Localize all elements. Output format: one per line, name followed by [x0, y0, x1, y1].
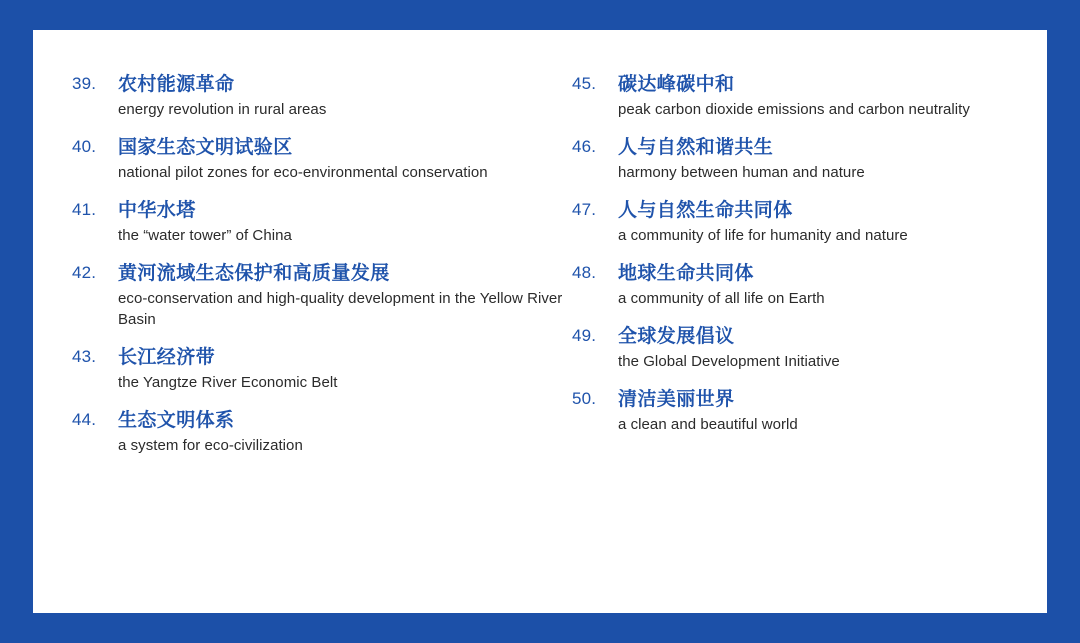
- item-number: 43.: [72, 347, 97, 366]
- list-item: [72, 135, 563, 183]
- item-texts: [618, 387, 1047, 435]
- item-term-zh: 中华水塔: [118, 200, 196, 221]
- item-texts: [618, 72, 1047, 120]
- item-term-zh: 黄河流域生态保护和高质量发展: [118, 263, 390, 284]
- item-term-en: energy revolution in rural areas: [118, 101, 327, 118]
- list-item: [72, 198, 563, 246]
- item-texts: [118, 135, 563, 183]
- glossary-columns: [33, 30, 1047, 613]
- list-item: [72, 345, 563, 393]
- item-term-en: the Yangtze River Economic Belt: [118, 374, 338, 391]
- content-card: [33, 30, 1047, 613]
- item-number: 40.: [72, 137, 97, 156]
- item-texts: [118, 261, 563, 330]
- item-term-en: a system for eco-civilization: [118, 437, 303, 454]
- item-texts: [618, 324, 1047, 372]
- item-texts: [118, 198, 563, 246]
- list-item: [72, 72, 563, 120]
- item-number: 39.: [72, 74, 97, 93]
- item-term-en: harmony between human and nature: [618, 164, 865, 181]
- glossary-column-right: [563, 30, 1047, 613]
- item-number: 47.: [572, 200, 597, 219]
- list-item: [572, 72, 1047, 120]
- list-item: [572, 324, 1047, 372]
- item-term-zh: 长江经济带: [118, 347, 216, 368]
- item-number: 46.: [572, 137, 597, 156]
- item-texts: [618, 261, 1047, 309]
- item-term-zh: 清洁美丽世界: [618, 389, 735, 410]
- item-term-en: a clean and beautiful world: [618, 416, 798, 433]
- item-number: 49.: [572, 326, 597, 345]
- list-item: [572, 387, 1047, 435]
- item-texts: [618, 198, 1047, 246]
- item-term-en: peak carbon dioxide emissions and carbon neutrality: [618, 101, 970, 118]
- item-term-en: the Global Development Initiative: [618, 353, 840, 370]
- item-number: 45.: [572, 74, 597, 93]
- list-item: [572, 135, 1047, 183]
- item-term-en: national pilot zones for eco-environmental conservation: [118, 164, 488, 181]
- item-term-zh: 人与自然生命共同体: [618, 200, 793, 221]
- glossary-column-left: [33, 30, 563, 613]
- item-term-zh: 人与自然和谐共生: [618, 137, 774, 158]
- item-term-zh: 农村能源革命: [118, 74, 235, 95]
- list-item: [72, 408, 563, 456]
- item-number: 44.: [72, 410, 97, 429]
- item-texts: [118, 72, 563, 120]
- list-item: [72, 261, 563, 330]
- item-term-zh: 国家生态文明试验区: [118, 137, 293, 158]
- item-term-zh: 地球生命共同体: [618, 263, 754, 284]
- item-term-en: the “water tower” of China: [118, 227, 292, 244]
- item-number: 42.: [72, 263, 97, 282]
- item-term-en: eco-conservation and high-quality development in the Yellow River Basin: [118, 290, 563, 328]
- item-texts: [618, 135, 1047, 183]
- item-term-en: a community of life for humanity and nature: [618, 227, 908, 244]
- item-texts: [118, 345, 563, 393]
- list-item: [572, 261, 1047, 309]
- list-item: [572, 198, 1047, 246]
- item-term-zh: 碳达峰碳中和: [618, 74, 735, 95]
- item-term-zh: 生态文明体系: [118, 410, 235, 431]
- item-term-zh: 全球发展倡议: [618, 326, 735, 347]
- item-texts: [118, 408, 563, 456]
- item-number: 48.: [572, 263, 597, 282]
- item-term-en: a community of all life on Earth: [618, 290, 825, 307]
- item-number: 50.: [572, 389, 597, 408]
- item-number: 41.: [72, 200, 97, 219]
